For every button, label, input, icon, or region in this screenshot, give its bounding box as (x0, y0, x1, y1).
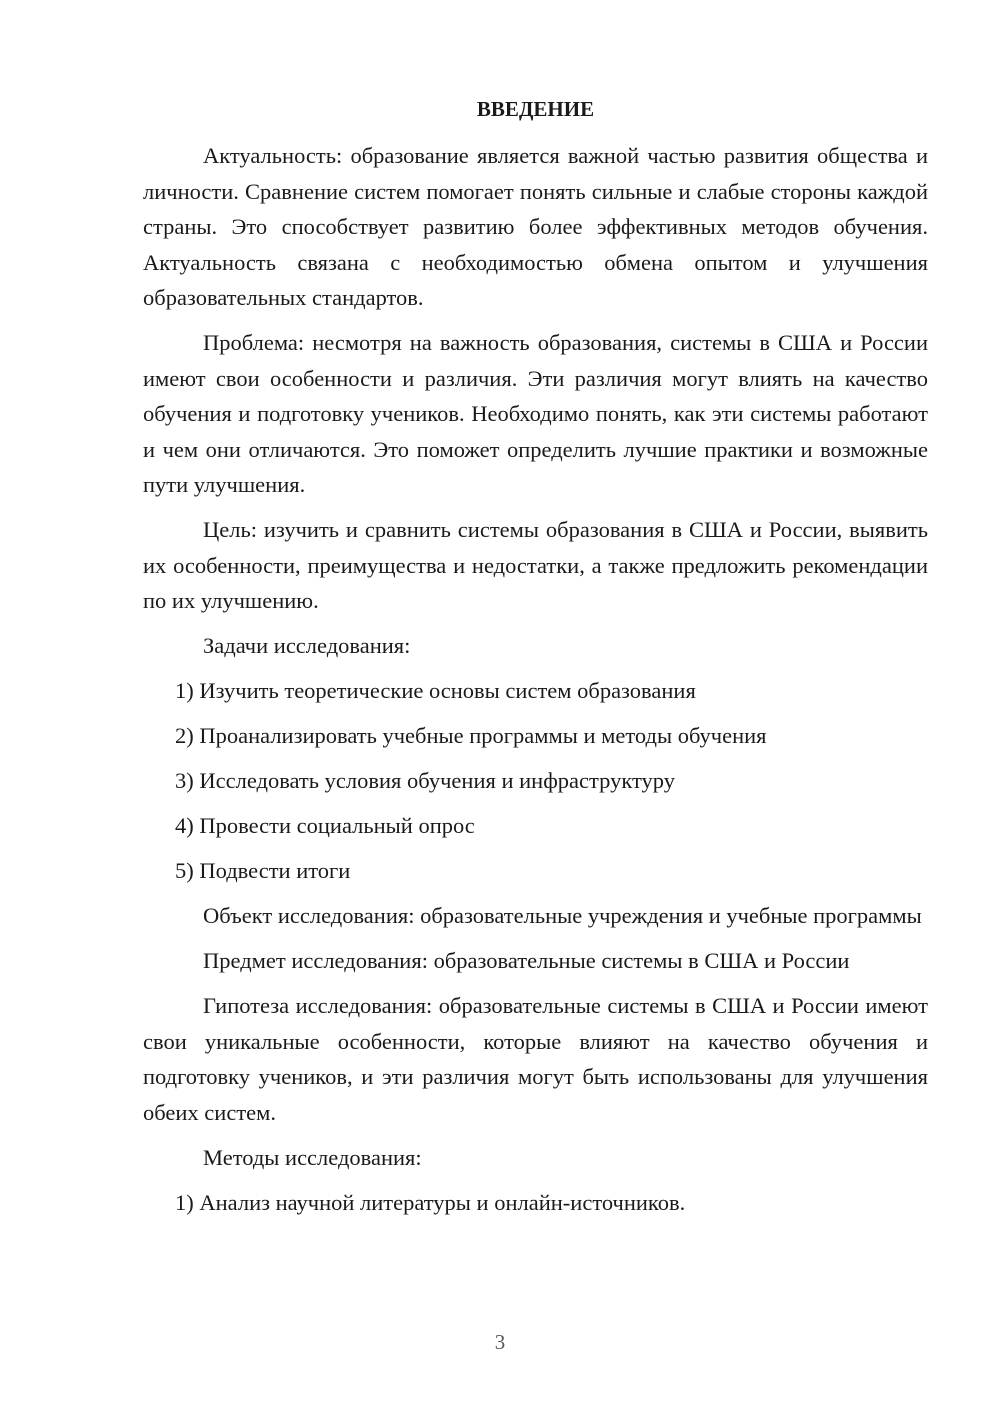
problem-paragraph: Проблема: несмотря на важность образования, системы в США и России имеют свои особенности и различия. Эти различия могут влиять на качество обучения и подготовку учеников. Необходимо понять, как эти системы работают и чем они отличаются. Это поможет определить лучшие практики и возможные пути улучшения. (143, 330, 928, 497)
section-heading: ВВЕДЕНИЕ (476, 97, 595, 121)
list-item: 1) Изучить теоретические основы систем образования (175, 678, 696, 703)
methods-list (143, 1185, 928, 1221)
object-paragraph: Объект исследования: образовательные учреждения и учебные программы (203, 903, 922, 928)
goal-paragraph: Цель: изучить и сравнить системы образования в США и России, выявить их особенности, преимущества и недостатки, а также предложить рекомендации по их улучшению. (143, 517, 928, 613)
list-item: 3) Исследовать условия обучения и инфраструктуру (175, 768, 675, 793)
list-item: 4) Провести социальный опрос (175, 813, 475, 838)
hypothesis-paragraph: Гипотеза исследования: образовательные системы в США и России имеют свои уникальные особенности, которые влияют на качество обучения и подготовку учеников, и эти различия могут быть использованы для улучшения обеих систем. (143, 993, 928, 1125)
tasks-title: Задачи исследования: (203, 633, 411, 658)
list-item: 1) Анализ научной литературы и онлайн-источников. (175, 1189, 686, 1215)
tasks-list (143, 673, 928, 889)
list-item: 5) Подвести итоги (175, 858, 351, 883)
page-content (143, 90, 928, 1230)
relevance-paragraph: Актуальность: образование является важной частью развития общества и личности. Сравнение систем помогает понять сильные и слабые стороны каждой страны. Это способствует развитию более эффективных методов обучения. Актуальность связана с необходимостью обмена опытом и улучшения образовательных стандартов. (143, 143, 928, 310)
methods-title: Методы исследования: (203, 1144, 422, 1170)
page-number: 3 (494, 1330, 506, 1354)
list-item: 2) Проанализировать учебные программы и методы обучения (175, 723, 767, 748)
subject-paragraph: Предмет исследования: образовательные системы в США и России (203, 948, 850, 973)
